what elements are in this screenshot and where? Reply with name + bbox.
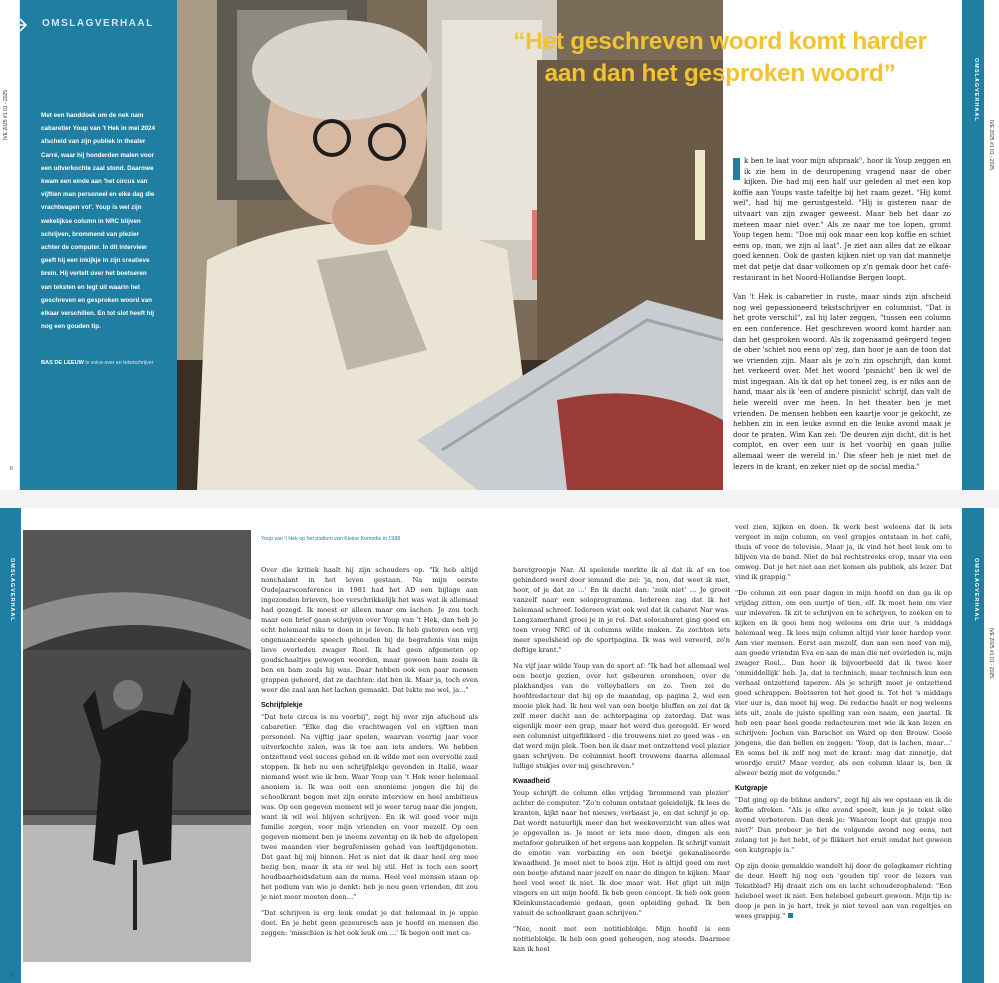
dropcap-marker <box>733 158 740 180</box>
page-edge-right <box>984 0 999 490</box>
story-column-top <box>733 156 951 481</box>
pull-quote: “Het geschreven woord komt harder aan dan het gesproken woord” <box>513 28 927 87</box>
section-label: OMSLAGVERHAAL <box>42 18 154 29</box>
story-column-3 <box>735 522 952 927</box>
col3-paragraph-3: "Dat ging op de bühne anders", zegt hij als we opstaan en ik de koffie afreken. "Als je elke avond speelt, kun je je tekst elke avond verbeteren. Dan denk je: 'Waarom loopt dat grapje nou niet?' Dan probeer je het de volgende avond nog eens, net zolang tot je het hebt, of je flikkert het eruit omdat het gewoon een kutgrapje is." <box>735 796 952 854</box>
issue-label-right: IVE 2025 #1 01 - 2025 <box>988 120 994 171</box>
col2-paragraph-4: "Nee, nooit met een notitieblokje. Mijn hoofd is een notitieblokje. Ik heb een goed geheugen, nog steeds. Daarmee kan ik heel <box>513 925 730 953</box>
page-number-left-bottom: 8 <box>10 973 13 979</box>
vertical-section-tag-right: OMSLAGVERHAAL <box>973 58 979 122</box>
arrow-right-icon <box>8 14 30 36</box>
story-paragraph-1: k ben te laat voor mijn afspraak", hoor ik Youp zeggen en ik zie hem in de deuropening vragend naar de ober kijken. Die had mij een half uur geleden al met een kop koffie aan Youps vaste tafeltje bij het raam gezet. "Hij komt wel", had hij me gerustgesteld. "Hij is gisteren naar de uitvaart van zijn zwager geweest. Maar heb het daar zo meteen maar niet over." Als ze naar me toe lopen, gromt Youp tegen hem: "Doe mij ook maar een kop koffie en schiet eens op, man, we zijn al laat". Je ziet aan alles dat ze elkaar goed kennen. Ook de gasten kijken niet op van dat mannetje met dat petje dat daar volkomen op z'n gemak door het café-restaurant in het Noord-Hollandse Bergen loopt. <box>733 157 951 282</box>
col2-paragraph-3: Youp schrijft de column elke vrijdag 'brommend van plezier' achter de computer. "Zo'n column ontstaat geleidelijk. Ik lees de kranten, kijkt naar het nieuws, verbaast je, en dat schrijf je op. Dat wordt natuurlijk meer dan het weekoverzicht van alles wat je opgevallen is. Je moet er iets mee doen, dingen als een metafoor gebruiken of het ergens aan koppelen. Ik schrijf vanuit de emotie van verbazing en een beetje gekanaliseerde kwaadheid. Je moet niet te boos zijn. Het is altijd goed om met een beetje afstand naar jezelf en naar de dingen te kijken. Maar heel veel weet ik niet. Ik doe maar wat. Het glipt uit mijn vingers en uit mijn hoofd. Ik heb geen concept. Ik heb ook geen Kleinkunstacademie gedaan, geen opleiding gehad. Ik ben vanuit de schoolkrant gaan schrijven." <box>513 789 730 917</box>
byline <box>41 360 161 366</box>
col3-paragraph-4: Op zijn dooie gemakkie wandelt hij door de gelagkamer richting de deur. Heeft hij nog een 'gouden tip' voor de lezers van Tekstblad? Hij draait zich om en lacht schouderophalend: "Een heleboel weet ik niet. Een heleboel gebeurt gewoon. Mijn tip is: doop je pen in je hart, trek je niet teveel aan van regeltjes en wees grappig." <box>735 862 952 920</box>
issue-label-right-bottom: IVE 2025 #1 01 - 2025 <box>988 628 994 679</box>
page-edge-left <box>0 0 20 490</box>
byline-role: is voice-over en tekstschrijver <box>85 360 154 366</box>
photo-caption: Youp van 't Hek op het podium van Kleine Komedie in 1988 <box>261 536 401 542</box>
col1-paragraph-2: "Dat hele circus is nu voorbij", zegt hij over zijn afscheid als cabaretier. "Elke dag die vrachtwagen vol en vijftien man personeel. Na vijftig jaar spelen, waarvan veertig jaar voor uitverkochte zalen, was ik toe aan iets anders. We hebben ontzettend veel succes gehad en ik wilde met een overvolle zaal stoppen. Ik heb nu een schrijfplekje gevonden in Italië, waar niemand weet wie ik ben. Waar Youp van 't Hek weer helemaal anoniem is. Ik was ooit een anonieme jongen die bij de schoolkrant begon met zijn eerste interview en heel ambitieus was. Op een gegeven moment wil je weer terug naar die jongen, want ik wil wel blijven schrijven. En ik wil goed voor mijn familie zorgen, voor mijn vrienden en voor mezelf. Op een gegeven moment ben je ineens zeventig en ik heb de afgelopen twee maanden vier begrafenissen gehad van leeftijdgenoten. Dat gaat bij mij binnen. Het is niet dat ik daar heel erg mee bezig ben, maar ik sta er wel bij stil. Het is toch een soort houdbaarheidsdatum aan de mens. Heel veel mensen staan op het podium van wie je denkt: heb je nou geen vrienden, dit zou je niet meer moeten doen…" <box>261 713 478 901</box>
spread-divider <box>0 490 999 508</box>
photo-youp-on-stage-1988 <box>23 530 251 962</box>
col2-paragraph-2: Na vijf jaar wilde Youp van de sport af: "Ik had het allemaal wel een beetje gezien, over het gebeuren eromheen, over de plakhandjes van de volleyballers en zo. Toen zei de hoofdredacteur dat hij op de maandag, op pagina 2, wel een mooie plek had. Ik hou wel van een beetje bluffen en zei dat ik zelf meer dacht aan de achterpagina op zaterdag. Dat was eigenlijk meer een grap, maar het werd dus geregeld. Er werd een columnist uitgeflikkerd - die trouwens niet zo goed was - en dat werd mijn plek. Toen ben ik daar met ontzettend veel plezier gaan schrijven. De columnist heeft trouwens daarna allemaal lullige stukjes over mij geschreven." <box>513 662 730 770</box>
issue-label-left: IVE 2025 #1 01 - 2025 <box>3 89 9 140</box>
vertical-section-tag-left: OMSLAGVERHAAL <box>9 558 15 622</box>
byline-name: BAS DE LEEUW <box>41 360 84 366</box>
end-of-article-mark <box>788 913 793 918</box>
subheading-schrijfplekje: Schrijfplekje <box>261 702 303 709</box>
col1-paragraph-1: Over die kritiek haalt hij zijn schouders op. "Ik heb altijd nonchalant in het leven gestaan. Na mijn eerste Oudejaarsconference in 1981 had het AD een bijlage aan ingezonden brieven, hoe verschrikkelijk het was wat ik allemaal had gezegd. Ik moest er alleen maar om lachen. Je zou toch maar een brief gaan schrijven over Youp van 't Hek, dan heb je echt helemaal niks te doen in je leven. Ik heb gisteren een vrij ongenuanceerde speech gehouden bij de begrafenis van mijn lieve overleden zwager Roel. Ik had geen afgemeten op goudschaaltjes gewogen woorden, maar gewoon bam zoals ik ben en bam zoals hij was. Daar hebben ook een paar mensen grappen gehoord, dat ze dachten: dat ben ik. Maar ja, toch even weer die zaal aan het lachen gemaakt. Dat lukte me wel, ja…" <box>261 566 478 694</box>
spread-bottom <box>0 508 999 983</box>
col3-paragraph-1: veel zien, kijken en doen. Ik werk best weleens dat ik iets vergeet in mijn column, en veel grapjes ontstaan in het café, thuis of voor de televisie. Maar ja, ik vind het heel leuk om te blijven via de band. Niet de bal rechtstreeks erop, maar via een omweg. Dat je het niet aan ziet komen als publiek, als lezer. Dat vind ik grappig." <box>735 523 952 581</box>
story-column-1 <box>261 565 478 944</box>
page-number-left: 6 <box>10 466 13 472</box>
story-paragraph-2: Van 't Hek is cabaretier in ruste, maar sinds zijn afscheid nog wel gepassioneerd tekstschrijver en columnist. "Dat is het grote verschil", zal hij later zeggen, "tussen een column en een conference. Het geschreven woord komt harder aan dan het gesproken woord. Als ik zogenaamd geërgerd tegen de ober 'schiet nou eens op' zeg, dan hoor je aan de toon dat we vrienden zijn. Maar als je zo'n zin opschrijft, dan komt het verkeerd over. Met het woord 'pisnicht' ben ik wel de mist ingegaan. Als ik dat op het toneel zeg, is er niks aan de hand, maar als ik 'een of andere pisnicht' schrijf, dan valt de hele wereld over me heen. In het theater ben je met vrienden. De mensen hebben een kaartje voor je gekocht, ze hebben zin in een leuke avond en die leuke avond maak je door te praten. Wim Kan zei: 'De deuren zijn dicht, dit is het complot, en over een uur is het voorbij en gaan jullie allemaal weer de wereld in.' Die sfeer heb je niet met de lezers in de krant, en zeker niet op de social media." <box>733 293 951 471</box>
col2-paragraph-1: baretgroepje Nar. Al spelende merkte ik al dat ik af en toe gehinderd werd door iemand die zei: 'ja, nou, dat weet ik niet, hoor, of je dat zo …' En ik dacht dan: 'zeik niet' … Je groeit vanzelf naar een soloprogramma. Iedereen zag dat ik het helemaal schreef. Iedereen wist ook wel dat ik cabaret Nar was. Langzamerhand groei je in je rol. Dat solocabaret ging goed en toen vroeg NRC of ik columns wilde maken. Ze zochten iets meer speelsheid op de sportpagina. Ik was wel vereerd, zo'n deftige krant." <box>513 566 730 654</box>
spread-top <box>0 0 999 490</box>
subheading-kutgrapje: Kutgrapje <box>735 785 768 792</box>
intro-text: Met een handdoek om de nek nam cabaretier Youp van 't Hek in mei 2024 afscheid van zijn publiek in theater Carré, waar hij honderden malen voor een uitverkochte zaal stond. Daarmee kwam een einde aan 'het circus van vijftien man personeel en elke dag die vrachtwagen vol'. Youp is wel zijn wekelijkse column in NRC blijven schrijven, brommend van plezier achter de computer. In dit interview geeft hij een inkijkje in zijn creatieve brein. Hij vertelt over het boetseren van teksten en legt uit waarin het geschreven en gesproken woord van elkaar verschillen. En tot slot heeft hij nog een gouden tip. <box>41 112 155 331</box>
vertical-section-tag-right-bottom: OMSLAGVERHAAL <box>973 558 979 622</box>
story-column-2 <box>513 565 730 960</box>
col3-paragraph-2: "De column zit een paar dagen in mijn hoofd en dan ga ik op vrijdag zitten, om een uurtje of tien, elf. Ik moet hem om vier uur inleveren. Ik zit te schrijven en te schrijven, te zoeken en te kijken en ik gooi hem nog weleens om drie uur 's middags helemaal weg. Ik lees mijn column altijd vier keer hardop voor. Aan vier mensen. Eerst aan mezelf, dan aan een neef van mij, aan goede vriendin Eva en aan de man die net overleden is, mijn zwager Roel… Dan hoor ik bijvoorbeeld dat ik twee keer 'onmiddellijk' heb. Ja, dat is technisch, maar technisch kun een verhaal ontzettend taperen. Als je schrijft moet je ontzettend goed schrappen. Boetseren tot het goed is. Tot het 's middags vier uur is, dan moet hij weg. De redactie haalt er nog weleens iets uit, zoals de juiste spelling van een naam, een jaartal. Ik heb een paar heel goede redacteuren met wie ik kan lezen en schrijven: Jochen van Barschot en Ward op den Brouw. Goeie jongens, die dan bellen en zeggen: 'Youp, dat is lachen, maar…' En soms bel ik zelf nog met de krant: mag dat zinnetje, dat woordje eruit? Maar verder, als een column klaar is, ben ik alweer bezig met de volgende." <box>735 589 952 777</box>
subheading-kwaadheid: Kwaadheid <box>513 778 550 785</box>
col1-paragraph-3: "Dat schrijven is erg leuk omdat je dat helemaal in je uppie doet. En je hebt geen gezeuresch aan je hoofd en mensen die zeggen: 'misschien is het ook leuk om …' Ik begon ooit met ca- <box>261 909 478 937</box>
